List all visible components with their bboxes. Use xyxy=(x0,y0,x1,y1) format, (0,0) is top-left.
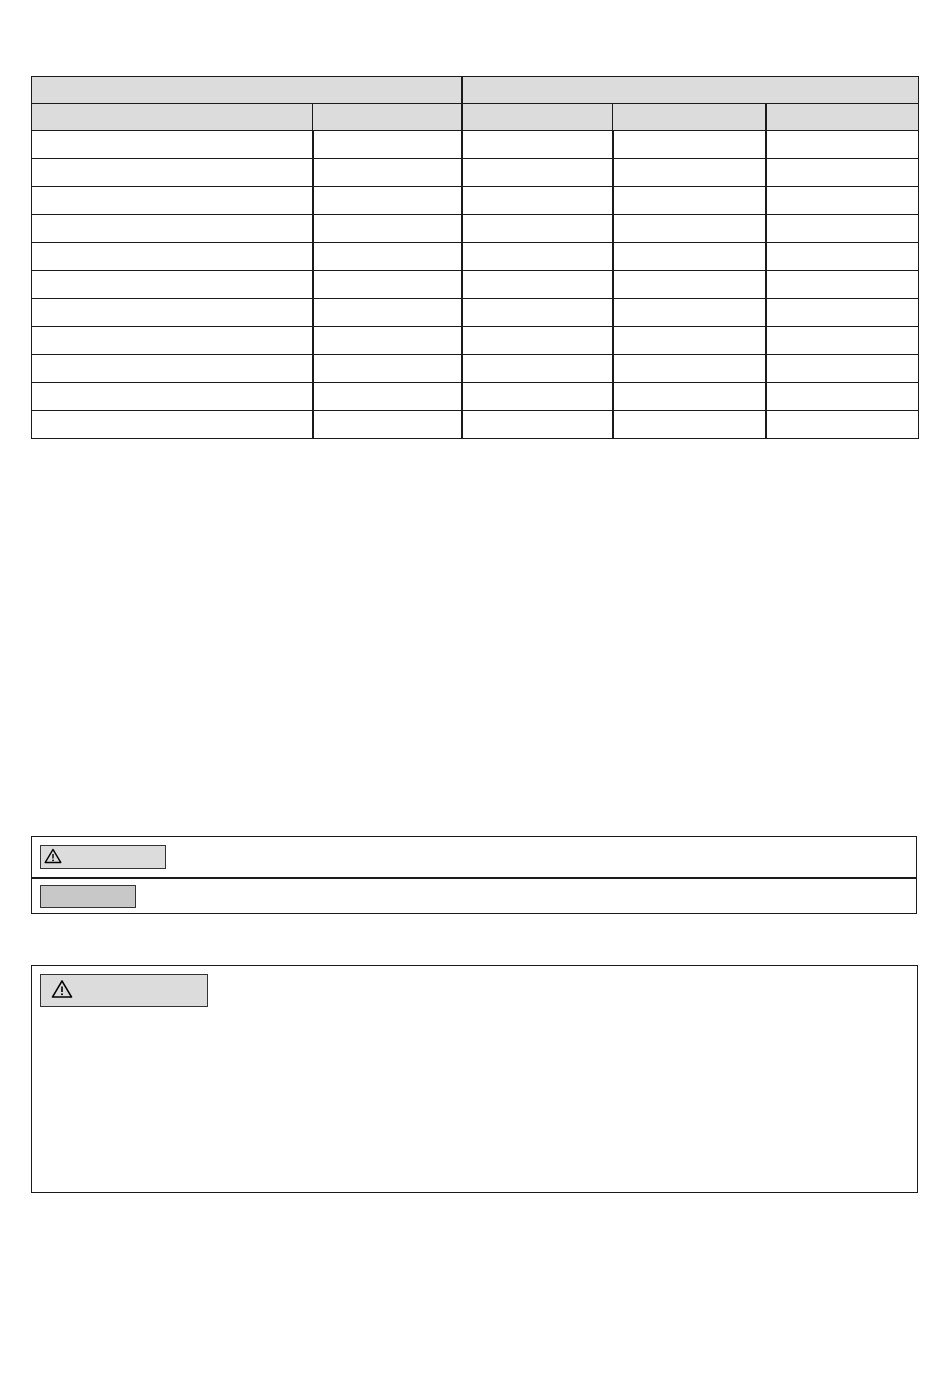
table-cell xyxy=(462,383,613,411)
table-cell xyxy=(613,187,766,215)
table-cell xyxy=(462,215,613,243)
table-row xyxy=(32,355,919,383)
table-row xyxy=(32,299,919,327)
table-cell xyxy=(766,355,919,383)
caution-label-tag xyxy=(40,845,166,869)
table-cell xyxy=(766,187,919,215)
table-cell xyxy=(462,327,613,355)
table-cell xyxy=(613,355,766,383)
table-cell xyxy=(313,215,462,243)
warning-label-tag xyxy=(40,974,208,1007)
warning-box xyxy=(31,965,918,1193)
table-cell xyxy=(766,131,919,159)
table-cell xyxy=(462,243,613,271)
group-header-left xyxy=(32,77,462,104)
table-cell xyxy=(313,383,462,411)
table-cell xyxy=(766,327,919,355)
caution-note-box xyxy=(31,836,917,914)
table-cell xyxy=(766,243,919,271)
table-cell xyxy=(462,131,613,159)
table-row xyxy=(32,411,919,439)
table-cell xyxy=(462,159,613,187)
table-cell xyxy=(32,327,313,355)
table-cell xyxy=(32,355,313,383)
table-row xyxy=(32,383,919,411)
table-cell xyxy=(313,243,462,271)
table-body xyxy=(32,131,919,439)
column-header-1 xyxy=(32,104,313,131)
warning-triangle-icon xyxy=(51,979,73,1002)
table-cell xyxy=(613,215,766,243)
table-cell xyxy=(32,215,313,243)
table-cell xyxy=(462,271,613,299)
table-row xyxy=(32,159,919,187)
table-cell xyxy=(32,271,313,299)
column-header-5 xyxy=(766,104,919,131)
table-row xyxy=(32,271,919,299)
table-row xyxy=(32,243,919,271)
table-cell xyxy=(32,411,313,439)
table-cell xyxy=(766,383,919,411)
note-divider xyxy=(32,877,916,879)
table-cell xyxy=(462,355,613,383)
table-cell xyxy=(613,159,766,187)
table-cell xyxy=(313,271,462,299)
note-label-tag xyxy=(40,885,136,908)
table-cell xyxy=(613,411,766,439)
table-cell xyxy=(313,131,462,159)
table-cell xyxy=(313,327,462,355)
table-row xyxy=(32,327,919,355)
warning-triangle-icon xyxy=(44,848,62,867)
column-header-2 xyxy=(313,104,462,131)
table-cell xyxy=(32,159,313,187)
table-cell xyxy=(313,187,462,215)
table-cell xyxy=(613,327,766,355)
table-cell xyxy=(462,299,613,327)
table-cell xyxy=(313,299,462,327)
group-header-right xyxy=(462,77,919,104)
table-group-header-row xyxy=(32,77,919,104)
table-cell xyxy=(766,215,919,243)
table-cell xyxy=(462,187,613,215)
table-cell xyxy=(766,411,919,439)
table-cell xyxy=(613,299,766,327)
table-cell xyxy=(32,187,313,215)
table-cell xyxy=(32,243,313,271)
table-cell xyxy=(766,299,919,327)
table-cell xyxy=(613,383,766,411)
table-cell xyxy=(313,159,462,187)
table-row xyxy=(32,187,919,215)
table-cell xyxy=(766,159,919,187)
column-header-3 xyxy=(462,104,613,131)
column-header-4 xyxy=(613,104,766,131)
table-cell xyxy=(32,383,313,411)
table-column-header-row xyxy=(32,104,919,131)
table-cell xyxy=(32,299,313,327)
table-cell xyxy=(462,411,613,439)
table-cell xyxy=(613,243,766,271)
table-cell xyxy=(766,271,919,299)
table-cell xyxy=(613,271,766,299)
table-row xyxy=(32,215,919,243)
table-row xyxy=(32,131,919,159)
specification-table xyxy=(31,76,919,439)
table-cell xyxy=(313,355,462,383)
table-cell xyxy=(313,411,462,439)
table-cell xyxy=(613,131,766,159)
table-cell xyxy=(32,131,313,159)
